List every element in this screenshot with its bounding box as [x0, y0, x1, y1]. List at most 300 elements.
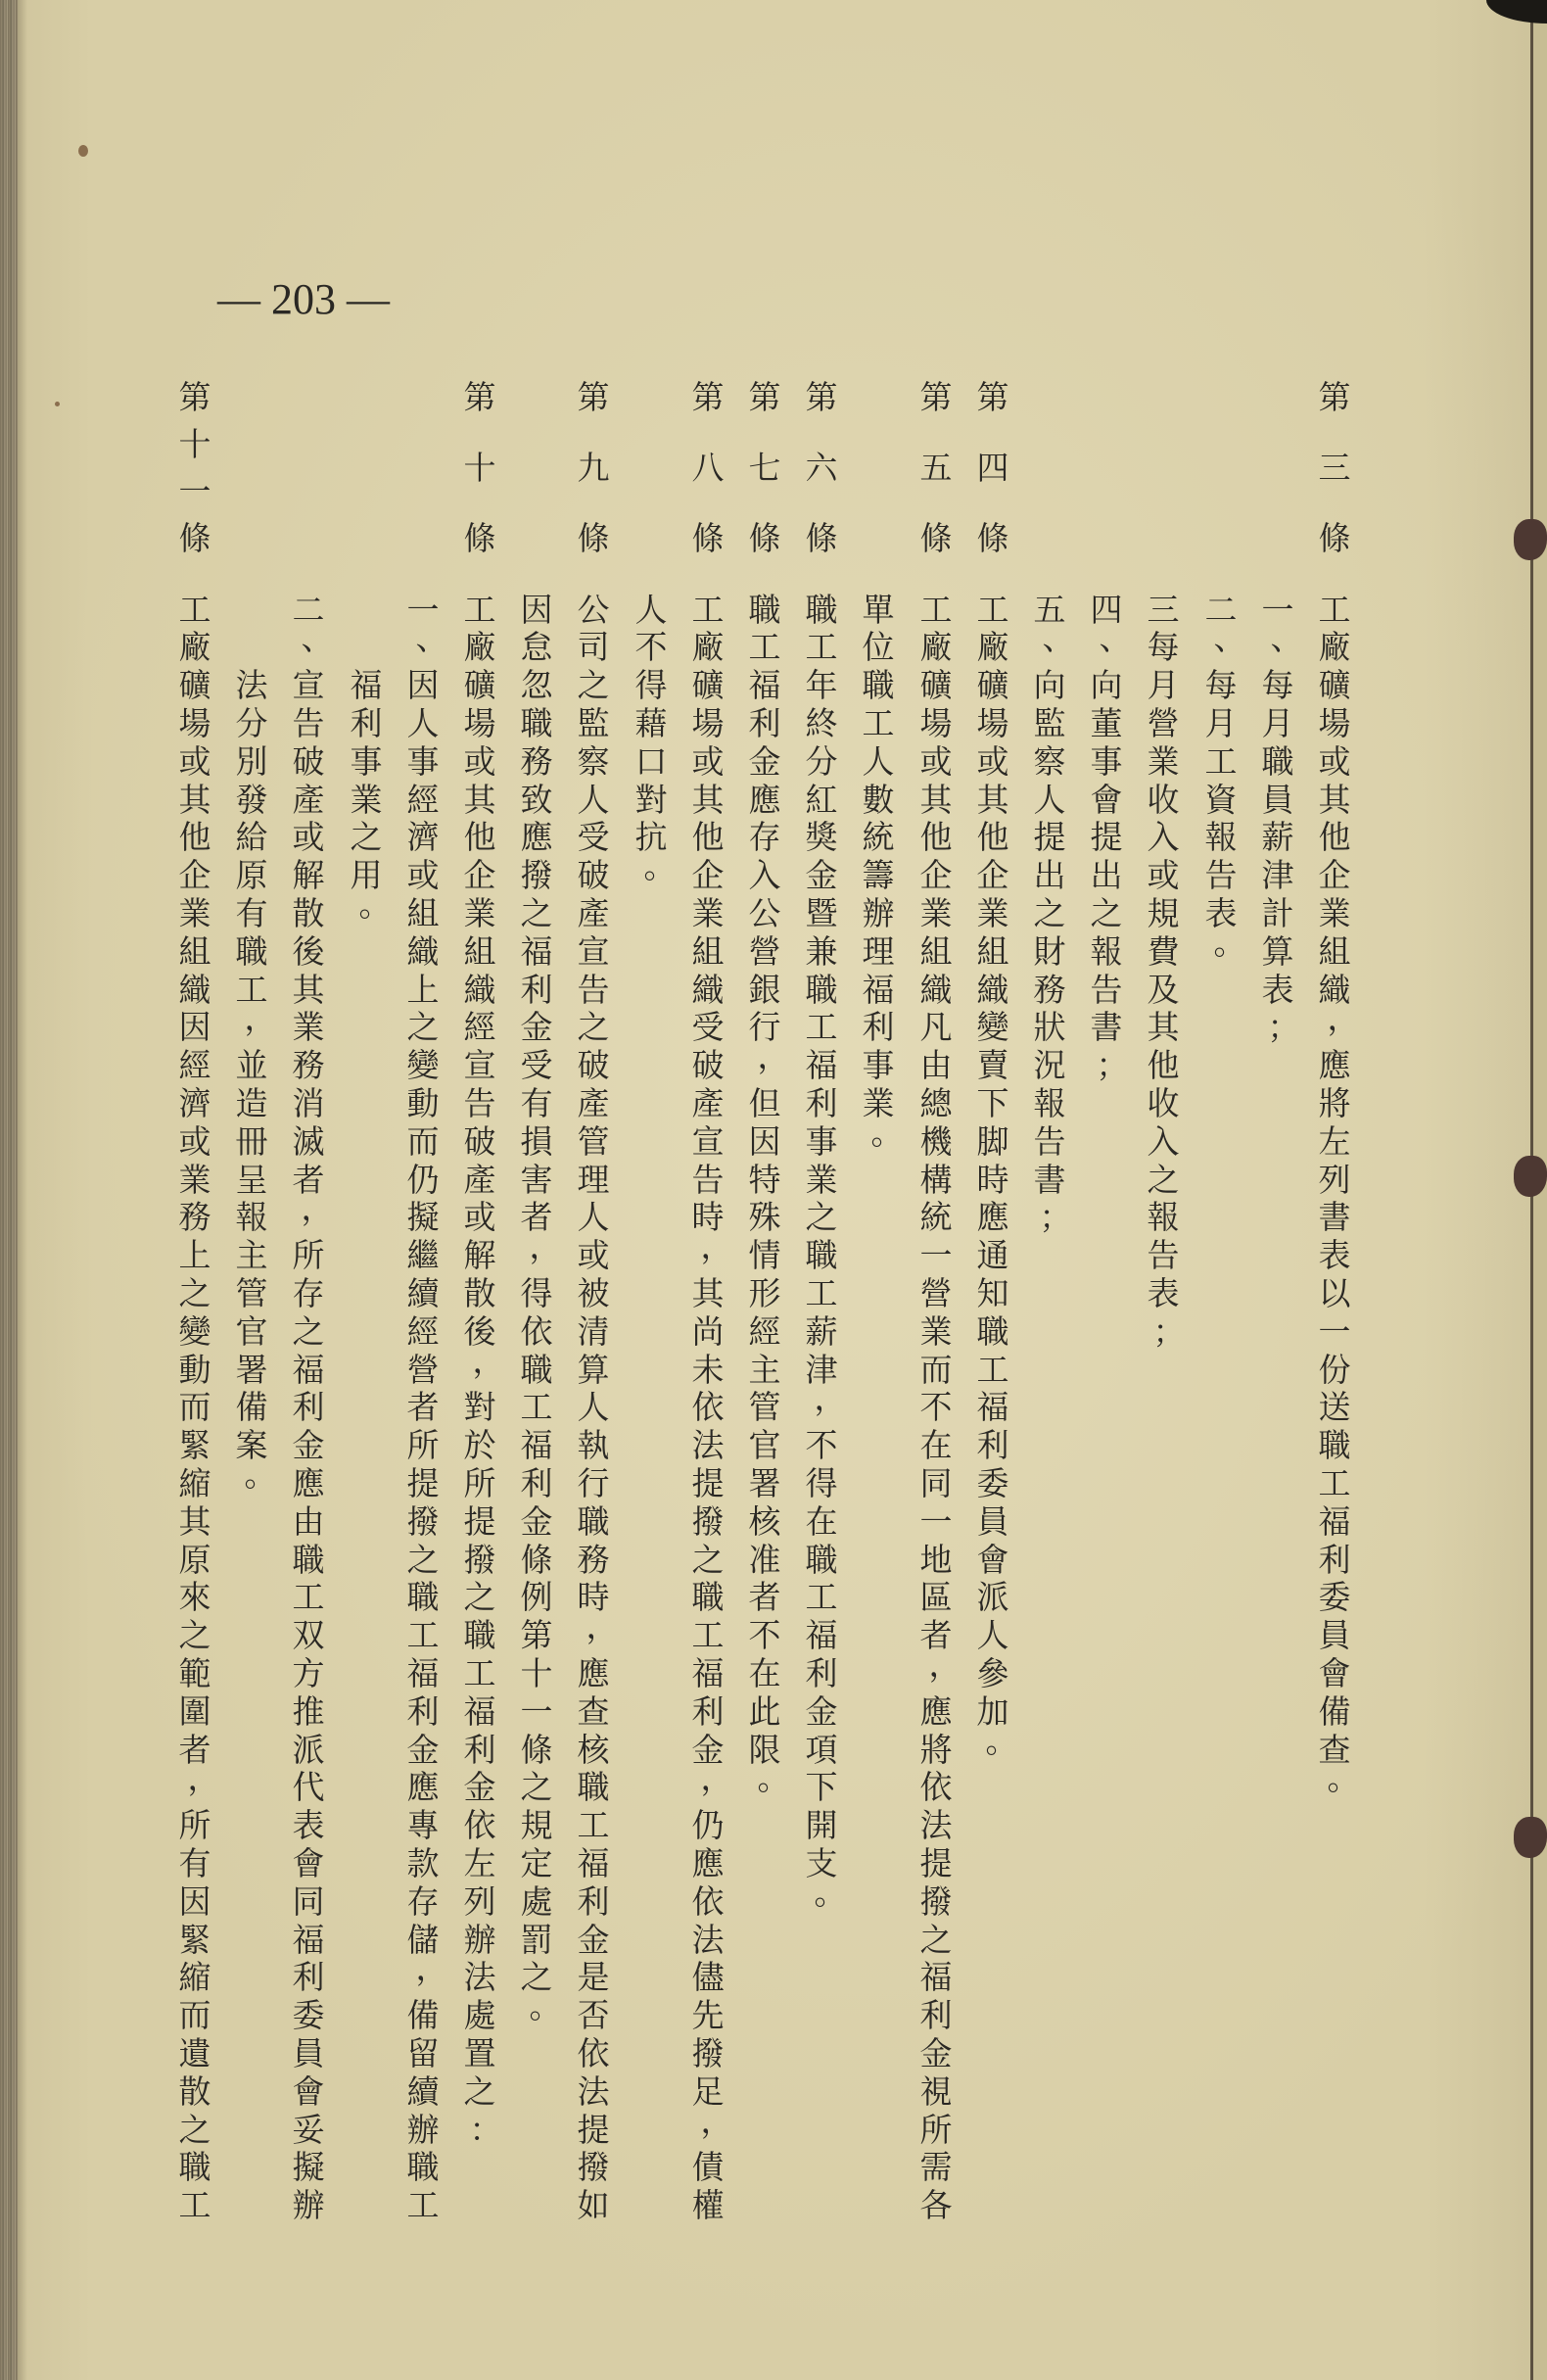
glyph: 組 — [1318, 931, 1351, 971]
glyph: 支 — [805, 1843, 838, 1882]
glyph: 條 — [691, 518, 725, 557]
glyph: 暨 — [805, 893, 838, 932]
glyph: 織 — [463, 970, 496, 1009]
article-5-text-continued — [859, 590, 904, 2257]
glyph: 產 — [577, 893, 610, 932]
glyph: 職 — [463, 1616, 496, 1655]
glyph: 報 — [1204, 818, 1238, 857]
glyph: 職 — [292, 1540, 325, 1579]
article-5-label — [916, 379, 956, 555]
glyph: 行 — [577, 1463, 610, 1502]
glyph: 。 — [870, 1113, 904, 1152]
glyph: 需 — [919, 2148, 953, 2187]
glyph: 破 — [577, 1046, 610, 1085]
glyph: 組 — [463, 931, 496, 971]
glyph: 動 — [178, 1350, 211, 1389]
article-3-label — [1315, 379, 1354, 555]
glyph: 職 — [406, 1578, 440, 1617]
glyph: 獎 — [805, 818, 838, 857]
glyph: 工 — [805, 1578, 838, 1617]
glyph: 案 — [235, 1426, 268, 1465]
glyph: 者 — [520, 1198, 553, 1237]
glyph: 之 — [691, 1540, 725, 1579]
glyph: 工 — [178, 590, 211, 629]
glyph: 公 — [748, 893, 781, 932]
glyph: 員 — [976, 1501, 1009, 1541]
glyph: 福 — [520, 1426, 553, 1465]
glyph: 擬 — [292, 2148, 325, 2187]
glyph: 企 — [1318, 856, 1351, 895]
glyph: 他 — [1318, 818, 1351, 857]
binding-stitch-mark — [1514, 1817, 1547, 1858]
glyph: 通 — [976, 1236, 1009, 1275]
glyph: 其 — [178, 780, 211, 819]
glyph: 條 — [577, 518, 610, 557]
article-10-item-1-text-continued — [347, 666, 392, 2332]
glyph: 礦 — [691, 666, 725, 705]
glyph: 範 — [178, 1653, 211, 1692]
glyph: 每 — [1147, 628, 1180, 667]
glyph: 銀 — [748, 970, 781, 1009]
glyph: 凡 — [919, 1008, 953, 1047]
glyph: 算 — [1261, 931, 1294, 971]
binding-stitch-mark — [1514, 1156, 1547, 1197]
glyph: 利 — [691, 1691, 725, 1731]
glyph: 置 — [463, 2033, 496, 2072]
glyph: 。 — [1213, 923, 1246, 962]
page-number: — 203 — — [217, 275, 390, 323]
glyph: 所 — [292, 1236, 325, 1275]
glyph: 月 — [1261, 703, 1294, 742]
glyph: 業 — [178, 893, 211, 932]
glyph: 事 — [1090, 741, 1123, 781]
glyph: 有 — [520, 1083, 553, 1122]
glyph: 應 — [976, 1198, 1009, 1237]
glyph: 薪 — [805, 1311, 838, 1351]
glyph: ， — [700, 1759, 733, 1798]
glyph: 但 — [748, 1083, 781, 1122]
glyph: 津 — [805, 1350, 838, 1389]
glyph: 津 — [1261, 856, 1294, 895]
glyph: 或 — [577, 1236, 610, 1275]
glyph: ， — [472, 1341, 505, 1380]
glyph: 之 — [292, 1311, 325, 1351]
glyph: 企 — [976, 856, 1009, 895]
glyph: 職 — [805, 1540, 838, 1579]
scan-corner-shadow — [1486, 0, 1547, 24]
glyph: 儘 — [691, 1958, 725, 1997]
glyph: 或 — [919, 741, 953, 781]
glyph: 應 — [406, 1768, 440, 1807]
glyph: 。 — [985, 1721, 1018, 1760]
glyph: 兼 — [805, 931, 838, 971]
glyph: 派 — [976, 1578, 1009, 1617]
glyph: 在 — [748, 1653, 781, 1692]
glyph: 管 — [235, 1273, 268, 1312]
article-3-item-5 — [1030, 0, 1075, 2380]
glyph: 者 — [178, 1730, 211, 1769]
glyph: 派 — [292, 1730, 325, 1769]
glyph: 委 — [292, 1996, 325, 2035]
article-11-label — [175, 379, 214, 555]
glyph: 人 — [406, 703, 440, 742]
glyph: ， — [928, 1644, 961, 1684]
glyph: 之 — [178, 1616, 211, 1655]
glyph: 其 — [919, 780, 953, 819]
glyph: 十 — [520, 1653, 553, 1692]
glyph: ： — [469, 2110, 502, 2149]
glyph: 撥 — [691, 1501, 725, 1541]
glyph: 業 — [1318, 893, 1351, 932]
glyph: 工 — [748, 628, 781, 667]
glyph: 收 — [1147, 1083, 1180, 1122]
glyph: 存 — [292, 1273, 325, 1312]
glyph: 撥 — [520, 856, 553, 895]
glyph: 破 — [577, 856, 610, 895]
glyph: 場 — [463, 703, 496, 742]
glyph: 業 — [1147, 741, 1180, 781]
glyph: 金 — [463, 1768, 496, 1807]
glyph: 因 — [178, 1008, 211, 1047]
glyph: 發 — [235, 780, 268, 819]
glyph: 署 — [748, 1463, 781, 1502]
glyph: 之 — [520, 1768, 553, 1807]
glyph: 受 — [577, 818, 610, 857]
glyph: 法 — [577, 2071, 610, 2111]
glyph: 或 — [463, 1198, 496, 1237]
glyph: 單 — [862, 590, 895, 629]
glyph: 或 — [463, 741, 496, 781]
glyph: 紅 — [805, 780, 838, 819]
glyph: 變 — [178, 1311, 211, 1351]
glyph: 書 — [1033, 1160, 1066, 1199]
article-3-item-2-text — [1201, 590, 1246, 2257]
glyph: 其 — [1318, 780, 1351, 819]
glyph: 得 — [520, 1273, 553, 1312]
glyph: 職 — [178, 2148, 211, 2187]
glyph: 一 — [178, 471, 211, 510]
glyph: 怠 — [520, 628, 553, 667]
glyph: 消 — [292, 1083, 325, 1122]
glyph: 金 — [805, 1691, 838, 1731]
glyph: 產 — [463, 1160, 496, 1199]
glyph: 賣 — [976, 1046, 1009, 1085]
glyph: 由 — [292, 1501, 325, 1541]
glyph: 組 — [406, 893, 440, 932]
glyph: ； — [1152, 1311, 1186, 1351]
glyph: 業 — [178, 1160, 211, 1199]
glyph: 工 — [1318, 1463, 1351, 1502]
glyph: 或 — [178, 1121, 211, 1161]
glyph: 入 — [1147, 818, 1180, 857]
glyph: 工 — [577, 1806, 610, 1845]
glyph: 表 — [1147, 1273, 1180, 1312]
glyph: 散 — [292, 893, 325, 932]
glyph: 告 — [1147, 1236, 1180, 1275]
glyph: 福 — [1318, 1501, 1351, 1541]
glyph: 者 — [292, 1160, 325, 1199]
glyph: 利 — [292, 1388, 325, 1427]
glyph: 仍 — [406, 1160, 440, 1199]
glyph: 工 — [805, 628, 838, 667]
glyph: 提 — [919, 1843, 953, 1882]
glyph: 場 — [178, 703, 211, 742]
glyph: 金 — [748, 741, 781, 781]
glyph: 金 — [691, 1730, 725, 1769]
glyph: ， — [700, 2101, 733, 2140]
glyph: 一 — [406, 590, 440, 629]
glyph: 加 — [976, 1691, 1009, 1731]
glyph: 應 — [1318, 1046, 1351, 1085]
glyph: 散 — [178, 2071, 211, 2111]
glyph: 忽 — [520, 666, 553, 705]
glyph: 礦 — [1318, 666, 1351, 705]
glyph: 工 — [235, 970, 268, 1009]
glyph: 業 — [862, 1083, 895, 1122]
glyph: 條 — [520, 1540, 553, 1579]
glyph: 其 — [1147, 1008, 1180, 1047]
glyph: 區 — [919, 1578, 953, 1617]
glyph: 左 — [1318, 1121, 1351, 1161]
glyph: 一 — [1318, 1311, 1351, 1351]
glyph: 企 — [178, 856, 211, 895]
glyph: 第 — [463, 377, 496, 416]
glyph: 工 — [463, 1653, 496, 1692]
glyph: 行 — [748, 1008, 781, 1047]
glyph: 原 — [178, 1540, 211, 1579]
glyph: 福 — [350, 666, 383, 705]
article-6-text — [802, 590, 847, 2257]
glyph: ， — [244, 999, 277, 1038]
glyph: 八 — [691, 448, 725, 487]
glyph: 會 — [1318, 1653, 1351, 1692]
glyph: 條 — [805, 518, 838, 557]
glyph: 利 — [976, 1426, 1009, 1465]
article-8-text-continued — [632, 590, 677, 2257]
article-9-continued — [517, 0, 562, 2380]
glyph: 出 — [1090, 856, 1123, 895]
glyph: 工 — [862, 703, 895, 742]
glyph: 先 — [691, 1996, 725, 2035]
glyph: 之 — [520, 1958, 553, 1997]
glyph: 財 — [1033, 931, 1066, 971]
glyph: 准 — [748, 1540, 781, 1579]
glyph: 第 — [577, 377, 610, 416]
glyph: 入 — [748, 856, 781, 895]
glyph: 告 — [1090, 970, 1123, 1009]
glyph: 表 — [292, 1806, 325, 1845]
glyph: 動 — [406, 1083, 440, 1122]
glyph: 工 — [463, 590, 496, 629]
glyph: 利 — [292, 1958, 325, 1997]
glyph: 如 — [577, 2186, 610, 2225]
glyph: 給 — [235, 818, 268, 857]
glyph: 會 — [1090, 780, 1123, 819]
glyph: 而 — [178, 1996, 211, 2035]
glyph: 福 — [748, 666, 781, 705]
glyph: 入 — [1147, 1121, 1180, 1161]
glyph: 第 — [748, 377, 781, 416]
glyph: 終 — [805, 703, 838, 742]
glyph: 金 — [520, 1008, 553, 1047]
glyph: 而 — [919, 1350, 953, 1389]
glyph: 冊 — [235, 1121, 268, 1161]
glyph: 管 — [577, 1121, 610, 1161]
glyph: 福 — [520, 931, 553, 971]
glyph: 變 — [976, 1008, 1009, 1047]
glyph: 縮 — [178, 1958, 211, 1997]
glyph: 依 — [463, 1806, 496, 1845]
glyph: 左 — [463, 1843, 496, 1882]
glyph: 工 — [178, 2186, 211, 2225]
article-6 — [802, 0, 847, 2380]
glyph: 業 — [805, 1160, 838, 1199]
article-10-item-2-text — [289, 590, 334, 2257]
glyph: 應 — [691, 1843, 725, 1882]
glyph: 專 — [406, 1806, 440, 1845]
glyph: 織 — [178, 970, 211, 1009]
glyph: 產 — [577, 1083, 610, 1122]
glyph: 企 — [919, 856, 953, 895]
glyph: 法 — [235, 666, 268, 705]
glyph: 務 — [178, 1198, 211, 1237]
glyph: 之 — [1033, 893, 1066, 932]
glyph: 員 — [1318, 1616, 1351, 1655]
article-9 — [574, 0, 619, 2380]
article-3-item-3-text — [1144, 590, 1186, 2257]
glyph: 其 — [976, 780, 1009, 819]
glyph: 職 — [805, 970, 838, 1009]
glyph: 限 — [748, 1730, 781, 1769]
article-10-label — [460, 379, 499, 555]
glyph: 後 — [463, 1311, 496, 1351]
glyph: 工 — [406, 1616, 440, 1655]
glyph: 第 — [520, 1616, 553, 1655]
glyph: 人 — [634, 590, 668, 629]
glyph: 織 — [919, 970, 953, 1009]
glyph: 應 — [292, 1463, 325, 1502]
glyph: 廠 — [1318, 628, 1351, 667]
glyph: 利 — [577, 1881, 610, 1921]
glyph: 條 — [976, 518, 1009, 557]
glyph: 殊 — [748, 1198, 781, 1237]
glyph: 清 — [577, 1311, 610, 1351]
glyph: ， — [415, 1949, 448, 1988]
glyph: 各 — [919, 2186, 953, 2225]
glyph: 款 — [406, 1843, 440, 1882]
glyph: 提 — [463, 1501, 496, 1541]
glyph: 經 — [463, 1008, 496, 1047]
glyph: 時 — [577, 1578, 610, 1617]
glyph: 或 — [178, 741, 211, 781]
article-8-label — [688, 379, 727, 555]
glyph: 職 — [748, 590, 781, 629]
article-10-item-2-continued — [232, 0, 277, 2380]
glyph: 五 — [1033, 590, 1066, 629]
article-3-item-2 — [1201, 0, 1246, 2380]
glyph: 業 — [919, 1311, 953, 1351]
glyph: 職 — [577, 1768, 610, 1807]
glyph: 公 — [577, 590, 610, 629]
glyph: 之 — [463, 2071, 496, 2111]
glyph: 條 — [1318, 518, 1351, 557]
glyph: 破 — [292, 741, 325, 781]
glyph: 備 — [406, 1996, 440, 2035]
article-7-label — [745, 379, 784, 555]
glyph: 濟 — [406, 818, 440, 857]
glyph: 工 — [805, 1008, 838, 1047]
glyph: 破 — [691, 1046, 725, 1085]
glyph: 他 — [919, 818, 953, 857]
glyph: 辦 — [406, 2110, 440, 2149]
glyph: 在 — [805, 1501, 838, 1541]
glyph: 所 — [463, 1463, 496, 1502]
glyph: 將 — [1318, 1083, 1351, 1122]
paper-speck — [55, 402, 60, 406]
glyph: 藉 — [634, 703, 668, 742]
glyph: 業 — [919, 893, 953, 932]
glyph: 委 — [1318, 1578, 1351, 1617]
glyph: 變 — [406, 1046, 440, 1085]
glyph: 上 — [178, 1236, 211, 1275]
glyph: 月 — [1204, 703, 1238, 742]
glyph: 或 — [691, 741, 725, 781]
glyph: 形 — [748, 1273, 781, 1312]
article-10-item-2-text-continued — [232, 666, 277, 2332]
glyph: 由 — [919, 1046, 953, 1085]
glyph: 第 — [1318, 377, 1351, 416]
article-5 — [916, 0, 961, 2380]
glyph: 仍 — [691, 1806, 725, 1845]
glyph: 監 — [1033, 703, 1066, 742]
article-3-item-3 — [1144, 0, 1186, 2380]
glyph: 解 — [292, 856, 325, 895]
glyph: ， — [586, 1607, 619, 1646]
article-4 — [973, 0, 1018, 2380]
glyph: 撥 — [406, 1501, 440, 1541]
glyph: 。 — [529, 1987, 562, 2026]
glyph: 所 — [919, 2110, 953, 2149]
glyph: 者 — [919, 1616, 953, 1655]
glyph: 分 — [805, 741, 838, 781]
glyph: 狀 — [1033, 1008, 1066, 1047]
glyph: 一 — [919, 1236, 953, 1275]
glyph: 收 — [1147, 780, 1180, 819]
glyph: 、 — [415, 619, 448, 658]
glyph: 造 — [235, 1083, 268, 1122]
glyph: 下 — [805, 1768, 838, 1807]
glyph: 業 — [463, 893, 496, 932]
glyph: 總 — [919, 1083, 953, 1122]
glyph: 有 — [178, 1843, 211, 1882]
glyph: 十 — [178, 424, 211, 463]
glyph: 受 — [520, 1046, 553, 1085]
glyph: 依 — [577, 2033, 610, 2072]
glyph: 、 — [301, 619, 334, 658]
article-10-text — [460, 590, 505, 2257]
glyph: 他 — [691, 818, 725, 857]
glyph: 營 — [406, 1350, 440, 1389]
glyph: 例 — [520, 1578, 553, 1617]
glyph: 職 — [406, 2148, 440, 2187]
glyph: 其 — [691, 780, 725, 819]
glyph: 機 — [919, 1121, 953, 1161]
glyph: 員 — [292, 2033, 325, 2072]
glyph: 第 — [919, 377, 953, 416]
glyph: 統 — [919, 1198, 953, 1237]
glyph: 企 — [691, 856, 725, 895]
glyph: 委 — [976, 1463, 1009, 1502]
